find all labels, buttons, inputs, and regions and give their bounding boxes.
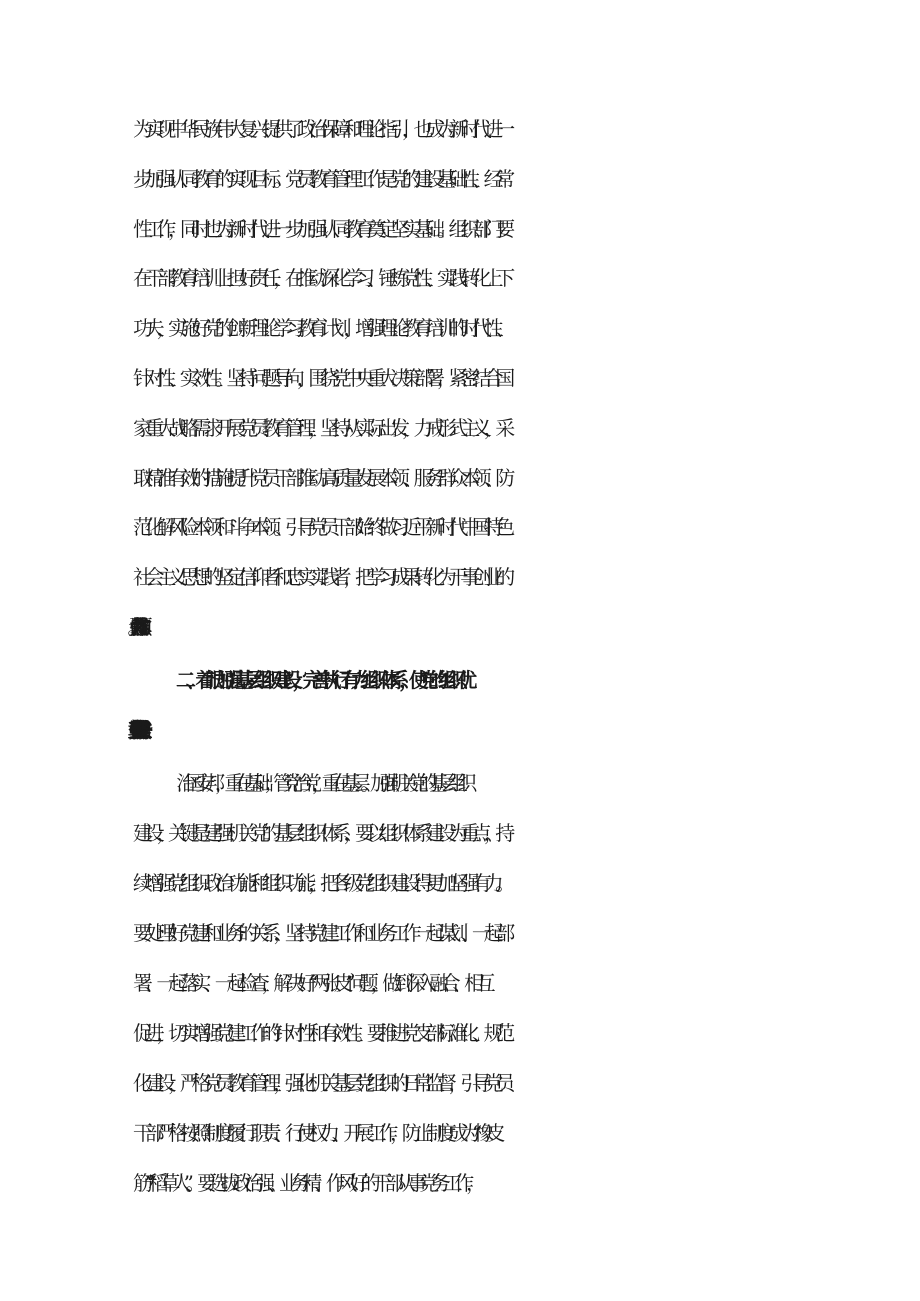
- paragraph-line: 署、一起落实、一起检查，解决好“两张皮”问题，做到深入融合、相互: [133, 971, 488, 995]
- paragraph-line: 治国安邦，重在基础；管党治党，重在基层。加强机关党的基层组织: [176, 771, 467, 795]
- paragraph-line: 干部严格按照制度履行职责、行使权力、开展工作，防止制度成为“橡皮: [133, 1121, 498, 1145]
- paragraph-line: 筋”“稻草人”。要选拔政治强、业务精、作风好的干部从事党务工作，: [133, 1171, 478, 1195]
- paragraph-line: 社会主义思想的坚定信仰者和忠实实践者，把学习成果转化为干事创业的: [133, 565, 507, 589]
- paragraph-line: 家重大战略需求开展党员教育管理，坚持从实际出发，力戒形式主义，采: [133, 416, 507, 440]
- paragraph-line: 性工作，同时也为新时代进一步加强认同教育奠定坚实基础。组织部门要: [133, 217, 507, 241]
- paragraph-line: 针对性、实效性。坚持问题导向，围绕党中央重大决策部署，紧密结合国: [133, 366, 507, 390]
- paragraph-line: [133, 603, 920, 651]
- paragraph-line: 续增强党组织政治功能和组织功能，把各级党组织建设得更加坚强有力。: [133, 871, 507, 895]
- paragraph-line: 要处理好党建和业务的关系，坚持党建工作和业务工作一起谋划、一起部: [133, 921, 507, 945]
- paragraph-line: 范化解风险本领和斗争本领。引导党员干部始终做习近平新时代中国特色: [133, 515, 507, 539]
- section-heading-line: 二、着眼加强基层组织建设，完善执行有力组织体系，使党的组织优: [176, 668, 467, 692]
- paragraph-line: 为实现中华民族伟大复兴提供了政治保障和理论指引，也成为新时代进一: [133, 117, 507, 141]
- section-heading-line: [133, 706, 920, 754]
- paragraph-line: 取精准有效的措施提升党员干部推动高质量发展本领、服务群众本领、防: [133, 466, 507, 490]
- paragraph-line: 功夫，实施好党的创新理论学习教育计划，增强理论教育培训的时代性、: [133, 316, 507, 340]
- paragraph-line: 化建设，严格党员教育管理，强化机关基层党组织的日常监督，引导党员: [133, 1071, 507, 1095]
- paragraph-line: 步加强认同教育的实现目标。党员教育管理工作是党的建设基础性、经常: [133, 167, 507, 191]
- paragraph-line: 建设，关键是建强机关党的基层组织体系，要以组织体系建设为重点，持: [133, 821, 507, 845]
- paragraph-line: 在干部教育培训上担好责任，在推动深化学习、锤炼党性、实践转化上下: [133, 266, 507, 290]
- paragraph-line: 促进，切实增强党建工作的针对性和有效性。要推进党支部标准化、规范: [133, 1021, 507, 1045]
